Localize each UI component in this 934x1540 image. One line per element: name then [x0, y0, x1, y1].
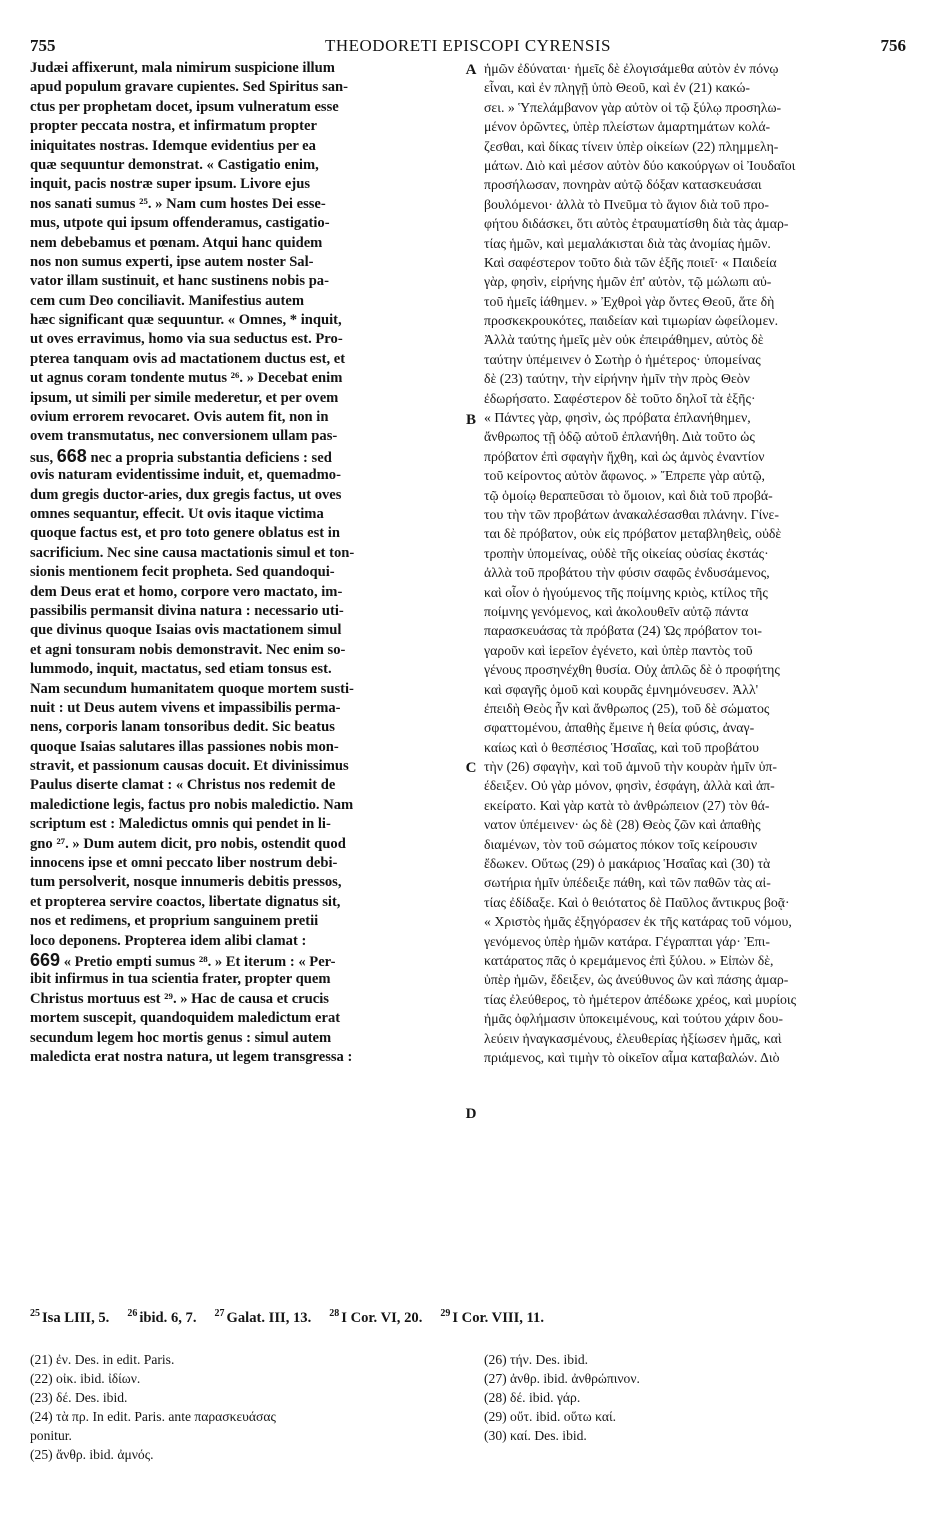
variant-note: (26) τήν. Des. ibid. — [484, 1352, 589, 1367]
latin-text-line: ut oves erravimus, homo via sua seductus est. Pro- — [30, 331, 343, 348]
variant-note: (28) δέ. ibid. γάρ. — [484, 1390, 581, 1405]
latin-text-line: lummodo, inquit, mactatus, sed etiam tonsus est. — [30, 661, 332, 678]
greek-text-line: ποίμνης γενόμενος, καὶ ἀκολουθεῖν αὐτῷ πάντα — [484, 603, 749, 619]
greek-text-line: δὲ (23) ταύτην, τὴν εἰρήνην ἡμῖν τὴν πρὸς Θεὸν — [484, 371, 750, 387]
greek-text-line: λεύειν ἠναγκασμένους, ἐλευθερίας ἠξίωσεν ἡμᾶς, καὶ — [484, 1030, 782, 1046]
latin-text-line: que divinus quoque Isaias ovis mactationem simul — [30, 622, 342, 639]
variant-note: (22) οἰκ. ibid. ἰδίων. — [30, 1371, 141, 1386]
greek-text-line: γενόμενος ὑπὲρ ἡμῶν κατάρα. Γέγραπται γάρ· Ἐπι- — [484, 933, 770, 949]
variant-notes-right — [484, 1350, 908, 1445]
latin-text-line: mus, utpote qui ipsum offenderamus, castigatio- — [30, 215, 330, 232]
latin-text-line: nem debebamus et pœnam. Atqui hanc quidem — [30, 234, 323, 251]
column-number: 669 — [30, 950, 61, 970]
latin-text-line: innocens ipse et omni peccato liber nostrum debi- — [30, 855, 338, 872]
latin-text-line: nos sanati sumus ²⁵. » Nam cum hostes Dei esse- — [30, 195, 326, 212]
greek-text-line: γαροῦν καὶ ἱερεῖον ἐγένετο, καὶ ὑπὲρ παντὸς τοῦ — [484, 642, 753, 658]
greek-column — [484, 59, 908, 1067]
footnote-number: 27 — [214, 1308, 225, 1319]
latin-text-line: secundum legem hoc mortis genus : simul autem — [30, 1029, 332, 1046]
latin-text-line: et agni tonsuram nobis demonstravit. Nec enim so- — [30, 641, 346, 658]
latin-text-line: stravit, et passionum causas docuit. Et divinissimus — [30, 758, 349, 775]
greek-text-line: τοῦ κείροντος αὐτὸν ἄφωνος. » Ἔπρεπε γὰρ αὐτῷ, — [484, 468, 765, 484]
greek-text-line: εκείρατο. Καὶ γὰρ κατὰ τὸ ἀνθρώπειον (27) τὸν θά- — [484, 797, 770, 813]
latin-text-line: gno ²⁷. » Dum autem dicit, pro nobis, ostendit quod — [30, 835, 346, 852]
greek-text-line: « Πάντες γὰρ, φησὶν, ὡς πρόβατα ἐπλανήθημεν, — [484, 410, 751, 426]
variant-note: ponitur. — [30, 1428, 72, 1443]
greek-text-line: σωτήρια ἡμῖν ὑπέδειξε πάθη, καὶ τῶν παθῶν τὰς αἰ- — [484, 875, 771, 891]
latin-text-line: inquit, pacis nostræ super ipsum. Livore ejus — [30, 176, 311, 193]
greek-text-line: ἄνθρωπος τῇ ὁδῷ αὐτοῦ ἐπλανήθη. Διὰ τοῦτο ὡς — [484, 429, 755, 445]
variant-note: (24) τὰ πρ. In edit. Paris. ante παρασκευάσας — [30, 1409, 276, 1424]
greek-text-line: τίας ἐλεύθερος, τὸ ἡμέτερον ἀπέδωκε χρέος, καὶ μυρίοις — [484, 991, 797, 1007]
latin-text-line: maledicta erat nostra natura, ut legem transgressa : — [30, 1048, 353, 1065]
variant-note: (30) καί. Des. ibid. — [484, 1428, 587, 1443]
section-marker-a: A — [465, 62, 477, 78]
greek-text-line: ἔδωκεν. Οὕτως (29) ὁ μακάριος Ἡσαΐας καὶ (30) τὰ — [484, 856, 771, 872]
latin-text-line: 669 « Pretio empti sumus ²⁸. » Et iterum : « Per- — [30, 950, 336, 970]
variant-note: (29) οὔτ. ibid. οὕτω καί. — [484, 1409, 617, 1424]
scripture-reference — [329, 1310, 422, 1326]
latin-text-line: ovem transmutatus, nec conversionem ullam pas- — [30, 428, 338, 445]
greek-text-line: τροπὴν ὑπομείνας, οὐδὲ τῆς οἰκείας οὐσίας ἐκστάς· — [484, 545, 769, 561]
page-header — [30, 36, 906, 60]
reference-text: I Cor. VIII, 11. — [452, 1309, 544, 1326]
greek-text-line: σει. » Ὑπελάμβανον γὰρ αὐτὸν οἱ τῷ ξύλῳ προσηλω- — [484, 99, 782, 115]
greek-text-line: εἶναι, καὶ ἐν πληγῇ ὑπὸ Θεοῦ, καὶ ἐν (21) κακώ- — [484, 80, 751, 96]
latin-text-line: tum persolverit, nosque innumeris debitis pressos, — [30, 874, 342, 891]
greek-text-line: κατάρατος πᾶς ὁ κρεμάμενος ἐπὶ ξύλου. » Εἰπὼν δὲ, — [484, 952, 774, 968]
latin-text-line: sus, 668 nec a propria substantia deficiens : sed — [30, 446, 332, 466]
greek-text-line: πριάμενος, καὶ τιμὴν τὸ οἰκεῖον αἷμα καταβαλών. Διὸ — [484, 1049, 780, 1065]
greek-text-line: πρόβατον ἐπὶ σφαγὴν ἤχθη, καὶ ὡς ἀμνὸς ἐναντίον — [484, 448, 765, 464]
greek-text-line: γένους προσηνέχθη θυσία. Οὐχ ἁπλῶς δὲ ὁ προφήτης — [484, 662, 780, 678]
greek-text-line: σφαττομένου, ἀπαθὴς ἔμεινε ἡ θεία φύσις, ἀναγ- — [484, 720, 755, 736]
latin-text-line: passibilis permansit divina natura : necessario uti- — [30, 602, 344, 619]
variant-note: (21) ἐν. Des. in edit. Paris. — [30, 1352, 175, 1367]
latin-text-line: hæc significant quæ sequuntur. « Omnes, * inquit, — [30, 312, 342, 329]
reference-text: Galat. III, 13. — [226, 1309, 312, 1326]
greek-text-line: γὰρ, φησὶν, εἰρήνης ἡμῶν ἐπ' αὐτὸν, τῷ μώλωπι αὐ- — [484, 274, 772, 290]
greek-text-line: νατον ὑπέμεινεν· ὡς δὲ (28) Θεὸς ζῶν καὶ ἀπαθὴς — [484, 817, 761, 833]
variant-note: (27) ἀνθρ. ibid. ἀνθρώπινον. — [484, 1371, 640, 1386]
latin-column — [30, 59, 458, 1067]
latin-text-line: sacrificium. Nec sine causa mactationis simul et ton- — [30, 544, 355, 561]
footnote-number: 26 — [127, 1308, 138, 1319]
latin-text-line: pterea tanquam ovis ad mactationem ductus est, et — [30, 350, 346, 367]
greek-text-line: ζεσθαι, καὶ δίκας τίνειν ὑπὲρ οἰκείων (22) πλημμελη- — [484, 138, 779, 154]
greek-text-line: τὴν (26) σφαγὴν, καὶ τοῦ ἀμνοῦ τὴν κουρὰν ἡμῖν ὑπ- — [484, 759, 777, 775]
greek-text-line: μένον ὁρῶντες, ὑπὲρ πλείστων ἁμαρτημάτων κολά- — [484, 119, 771, 135]
latin-text-line: ovium errorem revocaret. Ovis autem fit, non in — [30, 409, 329, 426]
latin-text-line: Judæi affixerunt, mala nimirum suspicione illum — [30, 60, 335, 76]
greek-text-line: ἐπειδὴ Θεὸς ἦν καὶ ἄνθρωπος (25), τοῦ δὲ σώματος — [484, 700, 770, 716]
latin-text-line: Christus mortuus est ²⁹. » Hac de causa et crucis — [30, 990, 329, 1007]
greek-text-line: τῷ ὁμοίῳ θεραπεῦσαι τὸ ὅμοιον, καὶ διὰ τοῦ προβά- — [484, 487, 773, 503]
scripture-reference — [215, 1310, 312, 1326]
section-marker-c: C — [465, 760, 477, 776]
latin-text-line: ipsum, ut simili per simile mederetur, et per ovem — [30, 389, 339, 406]
latin-text-line: et propterea servire coactos, libertate dignatus sit, — [30, 893, 341, 910]
greek-text-line: Καὶ σαφέστερον τοῦτο διὰ τῶν ἑξῆς ποιεῖ· « Παιδεία — [484, 254, 777, 270]
latin-text-line: nos et redimens, et proprium sanguinem pretii — [30, 913, 319, 930]
scripture-reference — [30, 1310, 109, 1326]
greek-text-line: τίας ἡμῶν, καὶ μεμαλάκισται διὰ τὰς ἀνομίας ἡμῶν. — [484, 235, 771, 251]
reference-text: I Cor. VI, 20. — [341, 1309, 423, 1326]
greek-text-line: ὑπὲρ ἡμῶν, ἔδειξεν, ὡς ἀνεύθυνος ὢν καὶ πάσης ἁμαρ- — [484, 972, 789, 988]
latin-text-line: ctus per prophetam docet, ipsum vulneratum esse — [30, 98, 339, 115]
latin-text-line: quæ sequuntur demonstrat. « Castigatio enim, — [30, 156, 319, 173]
latin-text-line: maledictione legis, factus pro nobis maledictio. Nam — [30, 796, 354, 813]
latin-text-line: propter peccata nostra, et infirmatum propter — [30, 118, 317, 135]
variant-note: (23) δέ. Des. ibid. — [30, 1390, 128, 1405]
greek-text-line: προσήλωσαν, πονηρὰν αὐτῷ δόξαν κατασκευάσαι — [484, 177, 762, 193]
greek-text-line: καὶ σφαγῆς ὁμοῦ καὶ κουρᾶς ἐμνημόνευσεν. Ἀλλ' — [484, 681, 759, 697]
latin-text-line: ovis naturam evidentissime induit, et, quemadmo- — [30, 467, 341, 484]
latin-text-line: sionis mentionem fecit propheta. Sed quandoqui- — [30, 564, 335, 581]
footnote-number: 29 — [440, 1308, 451, 1319]
section-marker-b: B — [465, 412, 476, 428]
greek-text-line: ἡμῶν ἐδύναται· ἡμεῖς δὲ ἐλογισάμεθα αὐτὸν ἐν πόνῳ — [484, 61, 779, 76]
greek-text-line: ἡμᾶς ὀφλήμασιν ὑποκειμένους, καὶ τούτου χάριν δου- — [484, 1011, 783, 1027]
latin-text-line: ut agnus coram tondente mutus ²⁶. » Decebat enim — [30, 370, 343, 387]
variant-note: (25) ἄνθρ. ibid. ἀμνός. — [30, 1447, 154, 1462]
greek-text-line: βουλόμενοι· ἀλλὰ τὸ Πνεῦμα τὸ ἅγιον διὰ τοῦ προ- — [484, 196, 769, 212]
greek-text-line: διαμένων, τὸν τοῦ σώματος πόκον τοῖς κείρουσιν — [484, 836, 758, 852]
column-number: 668 — [56, 446, 87, 466]
latin-text-line: vator illam sustinuit, et hanc sustinens nobis pa- — [30, 273, 329, 290]
latin-text-line: ibit infirmus in tua scientia frater, propter quem — [30, 971, 331, 988]
latin-text-line: cem cum Deo conciliavit. Manifestius autem — [30, 292, 304, 309]
latin-text-line: quoque factus est, et pro toto genere oblatus est in — [30, 525, 340, 542]
reference-text: ibid. 6, 7. — [139, 1309, 197, 1326]
section-marker-d: D — [465, 1106, 477, 1122]
greek-text-line: μάτων. Διὸ καὶ μέσον αὐτὸν δύο κακούργων οἱ Ἰουδαῖοι — [484, 157, 796, 173]
latin-text-line: Nam secundum humanitatem quoque mortem susti- — [30, 680, 354, 697]
greek-text-line: παρασκευάσας τὰ πρόβατα (24) Ὡς πρόβατον τοι- — [484, 623, 762, 639]
scripture-reference — [127, 1310, 196, 1326]
latin-text-line: nens, corporis lanam tonsoribus dedit. Sic beatus — [30, 719, 335, 736]
greek-text-line: τοῦ ἡμεῖς ἰάθημεν. » Ἐχθροὶ γὰρ ὄντες Θεοῦ, ἅτε δὴ — [484, 293, 775, 309]
greek-text-line: ται δὲ πρόβατον, οὐκ εἰς πρόβατον μεταβληθεὶς, οὐδὲ — [484, 526, 782, 542]
variant-notes-left — [30, 1350, 470, 1464]
greek-text-line: ἀλλὰ τοῦ προβάτου τὴν φύσιν σαφῶς ἐνδυσάμενος, — [484, 565, 770, 581]
latin-text-line: Paulus diserte clamat : « Christus nos redemit de — [30, 777, 336, 794]
latin-text-line: iniquitates nostras. Idemque evidentius per ea — [30, 137, 316, 154]
latin-text-line: dem Deus erat et homo, corpore vero mactato, im- — [30, 583, 343, 600]
latin-text-line: omnes sequantur, effecit. Ut ovis itaque victima — [30, 505, 324, 522]
latin-text-line: scriptum est : Maledictus omnis qui pendet in li- — [30, 816, 331, 833]
greek-text-line: φήτου διδάσκει, ὅτι αὐτὸς ἐτραυματίσθη διὰ τὰς ἁμαρ- — [484, 216, 789, 232]
latin-text-line: quoque Isaias salutares illas passiones nobis mon- — [30, 738, 339, 755]
footnote-number: 28 — [329, 1308, 340, 1319]
latin-text-line: loco deponens. Propterea idem alibi clamat : — [30, 932, 307, 949]
greek-text-line: ἐδωρήσατο. Σαφέστερον δὲ τοῦτο δηλοῖ τὰ ἑξῆς· — [484, 390, 756, 406]
latin-text-line: nos non sumus experti, ipse autem noster Sal- — [30, 253, 314, 270]
page-number-right: 756 — [880, 36, 906, 55]
greek-text-line: έδειξεν. Οὐ γὰρ μόνον, φησὶν, ἐσφάγη, ἀλλὰ καὶ ἀπ- — [484, 778, 775, 794]
greek-text-line: τίας ἐδίδαξε. Καὶ ὁ θειότατος δὲ Παῦλος ἄντικρυς βοᾷ· — [484, 894, 790, 910]
footnote-number: 25 — [30, 1308, 40, 1319]
greek-text-line: καίως καὶ ὁ θεσπέσιος Ἡσαΐας, καὶ τοῦ προβάτου — [484, 739, 759, 755]
greek-text-line: ταύτην ὑπέμεινεν ὁ Σωτὴρ ὁ ἡμέτερος· ὑπομείνας — [484, 351, 761, 367]
greek-text-line: του τὴν τῶν προβάτων ἀνακαλέσασθαι πλάνην. Γίνε- — [484, 506, 779, 522]
scripture-reference — [440, 1310, 544, 1326]
running-title: THEODORETI EPISCOPI CYRENSIS — [324, 36, 612, 55]
greek-text-line: « Χριστὸς ἡμᾶς ἐξηγόρασεν ἐκ τῆς κατάρας τοῦ νόμου, — [484, 914, 792, 930]
latin-text-line: mortem suscepit, quandoquidem maledictum erat — [30, 1010, 341, 1027]
page-number-left: 755 — [30, 36, 56, 55]
latin-text-line: nuit : ut Deus autem vivens et impassibilis perma- — [30, 699, 341, 716]
reference-text: Isa LIII, 5. — [42, 1309, 110, 1326]
greek-text-line: καὶ οἷον ὁ ἡγούμενος τῆς ποίμνης κριὸς, κτίλος τῆς — [484, 584, 768, 600]
greek-text-line: Ἀλλὰ ταύτης ἡμεῖς μὲν οὐκ ἐπειράθημεν, αὐτὸς δὲ — [484, 332, 764, 348]
latin-text-line: apud populum gravare cupientes. Sed Spiritus san- — [30, 79, 349, 96]
greek-text-line: προσκεκρουκότες, παιδείαν καὶ τιμωρίαν ὠφείλομεν. — [484, 313, 779, 329]
scripture-references — [30, 1308, 906, 1327]
latin-text-line: dum gregis ductor-aries, dux gregis factus, ut oves — [30, 486, 342, 503]
